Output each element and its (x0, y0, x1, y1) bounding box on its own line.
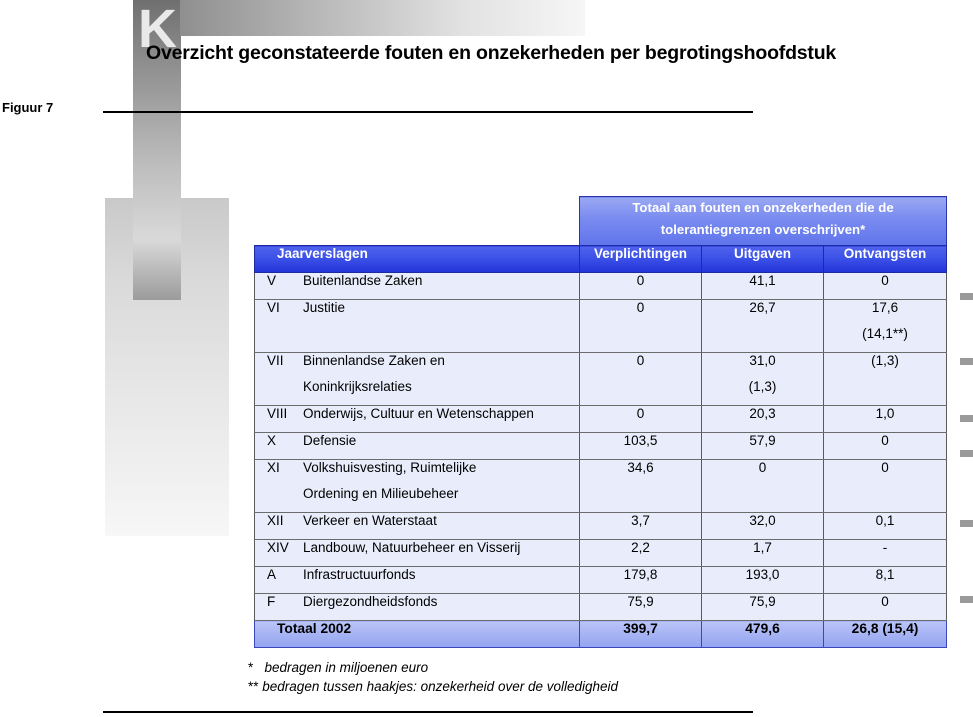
row-rank: XII (267, 513, 284, 528)
total-verplichtingen: 399,7 (580, 621, 702, 648)
cell-uitgaven-cont (702, 486, 824, 513)
footnote-two-text: bedragen tussen haakjes: onzekerheid over de volledigheid (262, 679, 619, 694)
cell-uitgaven: 31,0 (702, 353, 824, 380)
row-rank: VIII (267, 406, 288, 421)
row-rank: VII (267, 353, 284, 368)
cell-ontvangsten: - (824, 540, 947, 567)
cell-ontvangsten: 0,1 (824, 513, 947, 540)
footnote-one (248, 660, 618, 675)
cell-verplichtingen: 0 (580, 300, 702, 327)
figure-label: Figuur 7 (2, 100, 54, 115)
cell-uitgaven-cont (702, 326, 824, 353)
row-rank: V (267, 273, 277, 288)
column-header-ontvangsten[interactable]: Ontvangsten (824, 246, 947, 273)
row-name: Defensie (303, 433, 357, 448)
row-rank: F (267, 594, 276, 609)
row-label-cell (255, 433, 580, 460)
cell-verplichtingen: 103,5 (580, 433, 702, 460)
cell-uitgaven: 57,9 (702, 433, 824, 460)
row-name: Onderwijs, Cultuur en Wetenschappen (303, 406, 534, 421)
cell-ontvangsten: 0 (824, 273, 947, 300)
total-label: Totaal 2002 (255, 621, 580, 648)
cell-ontvangsten: 0 (824, 594, 947, 621)
footnote-one-text: bedragen in miljoenen euro (264, 660, 429, 675)
table-row-continuation (255, 326, 947, 353)
row-name: Infrastructuurfonds (303, 567, 416, 582)
row-name: Buitenlandse Zaken (303, 273, 423, 288)
row-name: Volkshuisvesting, Ruimtelijke (303, 460, 477, 475)
edge-tab (960, 415, 973, 422)
figure-table (254, 196, 947, 648)
table-row (255, 433, 947, 460)
row-name: Diergezondheidsfonds (303, 594, 438, 609)
row-name: Justitie (303, 300, 346, 315)
spanner-header: Totaal aan fouten en onzekerheden die de tolerantiegrenzen overschrijven* (580, 197, 947, 246)
edge-tab (960, 358, 973, 365)
footnote-one-marker: * (248, 660, 254, 675)
table-row (255, 406, 947, 433)
spanner-spacer (255, 197, 580, 246)
row-name: Binnenlandse Zaken en (303, 353, 445, 368)
total-uitgaven: 479,6 (702, 621, 824, 648)
table-header-row (255, 246, 947, 273)
cell-verplichtingen: 34,6 (580, 460, 702, 487)
cell-verplichtingen: 75,9 (580, 594, 702, 621)
edge-tab (960, 520, 973, 527)
column-header-uitgaven[interactable]: Uitgaven (702, 246, 824, 273)
row-name-cont: Ordening en Milieubeheer (303, 486, 459, 501)
row-label-cell (255, 594, 580, 621)
cell-uitgaven: 32,0 (702, 513, 824, 540)
header-gradient-band (180, 0, 585, 36)
cell-uitgaven: 26,7 (702, 300, 824, 327)
cell-uitgaven: 41,1 (702, 273, 824, 300)
footnotes (248, 660, 618, 698)
cell-ontvangsten-cont: (14,1**) (824, 326, 947, 353)
bottom-rule (103, 711, 753, 713)
cell-verplichtingen: 0 (580, 353, 702, 380)
cell-uitgaven: 0 (702, 460, 824, 487)
cell-ontvangsten: 0 (824, 433, 947, 460)
row-label-cell-cont (255, 379, 580, 406)
total-ontvangsten: 26,8 (15,4) (824, 621, 947, 648)
row-label-cell (255, 460, 580, 487)
cell-ontvangsten: 8,1 (824, 567, 947, 594)
table-row (255, 353, 947, 380)
cell-verplichtingen-cont (580, 486, 702, 513)
cell-ontvangsten-cont (824, 379, 947, 406)
cell-uitgaven: 20,3 (702, 406, 824, 433)
row-rank: X (267, 433, 277, 448)
row-name: Verkeer en Waterstaat (303, 513, 437, 528)
table-total-row (255, 621, 947, 648)
cell-uitgaven: 75,9 (702, 594, 824, 621)
table-row (255, 300, 947, 327)
cell-verplichtingen-cont (580, 379, 702, 406)
footnote-two (248, 679, 618, 694)
row-label-cell (255, 513, 580, 540)
cell-verplichtingen: 2,2 (580, 540, 702, 567)
column-header-verplichtingen[interactable]: Verplichtingen (580, 246, 702, 273)
row-label-cell (255, 567, 580, 594)
edge-tab (960, 293, 973, 300)
cell-verplichtingen: 0 (580, 273, 702, 300)
column-header-jaarverslagen[interactable]: Jaarverslagen (255, 246, 580, 273)
cell-ontvangsten-cont (824, 486, 947, 513)
row-rank: XIV (267, 540, 289, 555)
row-name: Landbouw, Natuurbeheer en Visserij (303, 540, 521, 555)
cell-uitgaven-cont: (1,3) (702, 379, 824, 406)
cell-ontvangsten: 0 (824, 460, 947, 487)
row-label-cell (255, 273, 580, 300)
cell-verplichtingen: 3,7 (580, 513, 702, 540)
table-spanner-row (255, 197, 947, 246)
figure-table-container (254, 196, 946, 648)
table-row (255, 540, 947, 567)
row-rank: VI (267, 300, 280, 315)
table-row-continuation (255, 379, 947, 406)
cell-uitgaven: 1,7 (702, 540, 824, 567)
table-row-continuation (255, 486, 947, 513)
cell-verplichtingen-cont (580, 326, 702, 353)
cell-verplichtingen: 0 (580, 406, 702, 433)
table-row (255, 594, 947, 621)
row-rank: A (267, 567, 277, 582)
row-label-cell-cont (255, 486, 580, 513)
row-label-cell-empty (255, 326, 580, 353)
cell-verplichtingen: 179,8 (580, 567, 702, 594)
cell-ontvangsten: 1,0 (824, 406, 947, 433)
cell-uitgaven: 193,0 (702, 567, 824, 594)
footnote-two-marker: ** (248, 679, 259, 694)
cell-ontvangsten: (1,3) (824, 353, 947, 380)
page-title: Overzicht geconstateerde fouten en onzekerheden per begrotingshoofdstuk (146, 42, 837, 64)
logo-letter: K (138, 0, 176, 59)
row-label-cell (255, 353, 580, 380)
table-row (255, 567, 947, 594)
top-rule (103, 111, 753, 113)
table-row (255, 273, 947, 300)
row-label-cell (255, 406, 580, 433)
table-row (255, 460, 947, 487)
row-name-cont: Koninkrijksrelaties (303, 379, 412, 394)
row-label-cell (255, 540, 580, 567)
row-rank: XI (267, 460, 280, 475)
cell-ontvangsten: 17,6 (824, 300, 947, 327)
edge-tab (960, 450, 973, 457)
row-label-cell (255, 300, 580, 327)
edge-tab (960, 596, 973, 603)
table-row (255, 513, 947, 540)
